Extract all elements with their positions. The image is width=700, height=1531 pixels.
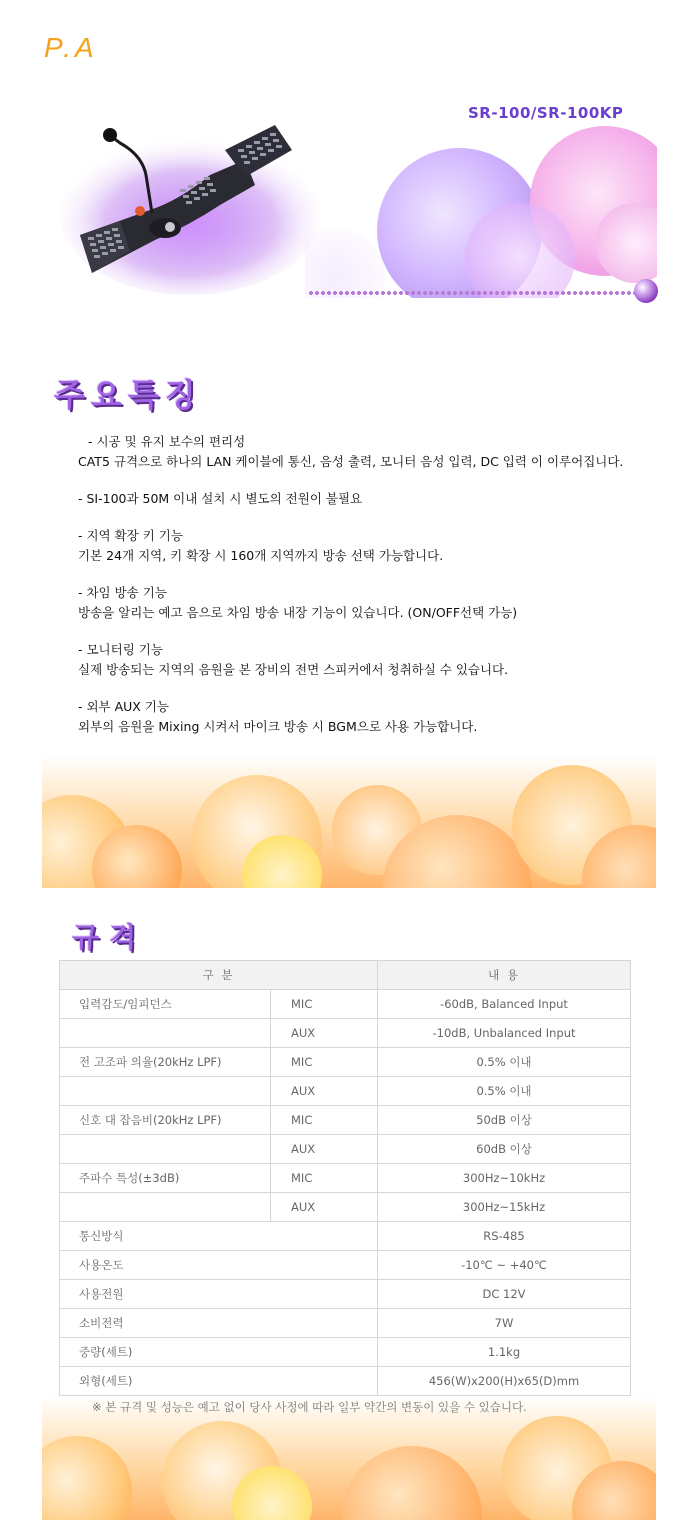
table-row — [60, 1309, 631, 1338]
row-label: 사용전원 — [60, 1280, 378, 1309]
row-sub: AUX — [271, 1019, 378, 1048]
feature-desc: CAT5 규격으로 하나의 LAN 케이블에 통신, 음성 출력, 모니터 음성 입력, DC 입력 이 이루어집니다. — [78, 454, 624, 469]
feature-title: - 모니터링 기능 — [78, 642, 163, 657]
row-value: 50dB 이상 — [378, 1106, 631, 1135]
row-label — [60, 1077, 271, 1106]
feature-desc: 외부의 음원을 Mixing 시켜서 마이크 방송 시 BGM으로 사용 가능합니다. — [78, 719, 478, 734]
row-label: 신호 대 잡음비(20kHz LPF) — [60, 1106, 271, 1135]
row-sub: MIC — [271, 1106, 378, 1135]
table-row — [60, 1367, 631, 1396]
row-value: 0.5% 이내 — [378, 1048, 631, 1077]
feature-item — [78, 489, 678, 509]
features-heading: 주요특징 — [54, 376, 202, 414]
table-row — [60, 1019, 631, 1048]
row-value: 1.1kg — [378, 1338, 631, 1367]
table-row — [60, 1077, 631, 1106]
header-content: 내 용 — [378, 961, 631, 990]
feature-desc: 방송을 알리는 예고 음으로 차임 방송 내장 기능이 있습니다. (ON/OFF선택 가능) — [78, 605, 518, 620]
spec-table — [59, 960, 631, 1396]
table-row — [60, 1280, 631, 1309]
row-sub: AUX — [271, 1135, 378, 1164]
table-row — [60, 1164, 631, 1193]
feature-title: - 차임 방송 기능 — [78, 585, 167, 600]
row-label: 전 고조파 의율(20kHz LPF) — [60, 1048, 271, 1077]
feature-title: - 지역 확장 키 기능 — [78, 528, 183, 543]
model-name: SR-100/SR-100KP — [468, 104, 624, 122]
row-value: -10dB, Unbalanced Input — [378, 1019, 631, 1048]
row-sub: MIC — [271, 1164, 378, 1193]
row-value: -10℃ ~ +40℃ — [378, 1251, 631, 1280]
row-label: 통신방식 — [60, 1222, 378, 1251]
feature-title: - 외부 AUX 기능 — [78, 699, 169, 714]
row-value: 456(W)x200(H)x65(D)mm — [378, 1367, 631, 1396]
row-label — [60, 1135, 271, 1164]
table-header-row — [60, 961, 631, 990]
row-sub: AUX — [271, 1193, 378, 1222]
table-row — [60, 1251, 631, 1280]
feature-item — [78, 432, 678, 472]
row-label: 사용온도 — [60, 1251, 378, 1280]
feature-item — [78, 526, 678, 566]
header-category: 구 분 — [60, 961, 378, 990]
row-label: 입력감도/임피던스 — [60, 990, 271, 1019]
feature-title: - SI-100과 50M 이내 설치 시 별도의 전원이 불필요 — [78, 491, 363, 506]
row-label: 소비전력 — [60, 1309, 378, 1338]
table-row — [60, 1193, 631, 1222]
feature-title: - 시공 및 유지 보수의 편리성 — [88, 434, 246, 449]
feature-item — [78, 640, 678, 680]
table-row — [60, 1338, 631, 1367]
feature-desc: 기본 24개 지역, 키 확장 시 160개 지역까지 방송 선택 가능합니다. — [78, 548, 444, 563]
row-label — [60, 1193, 271, 1222]
table-row — [60, 1222, 631, 1251]
row-value: 0.5% 이내 — [378, 1077, 631, 1106]
page-title: P.A — [44, 32, 98, 63]
row-value: -60dB, Balanced Input — [378, 990, 631, 1019]
table-row — [60, 1048, 631, 1077]
row-value: 300Hz~10kHz — [378, 1164, 631, 1193]
table-row — [60, 1106, 631, 1135]
table-row — [60, 990, 631, 1019]
table-row — [60, 1135, 631, 1164]
row-value: 7W — [378, 1309, 631, 1338]
feature-desc: 실제 방송되는 지역의 음원을 본 장비의 전면 스피커에서 청취하실 수 있습니다. — [78, 662, 509, 677]
row-label: 중량(세트) — [60, 1338, 378, 1367]
row-label: 주파수 특성(±3dB) — [60, 1164, 271, 1193]
pearl-icon — [634, 279, 658, 303]
product-image — [60, 115, 320, 295]
row-label: 외형(세트) — [60, 1367, 378, 1396]
spec-heading: 규격 — [72, 921, 147, 954]
row-value: DC 12V — [378, 1280, 631, 1309]
dotted-divider — [308, 290, 638, 296]
row-sub: AUX — [271, 1077, 378, 1106]
row-sub: MIC — [271, 990, 378, 1019]
purple-bubbles-decoration — [305, 108, 657, 298]
features-list — [78, 432, 678, 754]
row-label — [60, 1019, 271, 1048]
orange-bubble-banner — [42, 755, 656, 888]
row-value: 300Hz~15kHz — [378, 1193, 631, 1222]
feature-item — [78, 583, 678, 623]
row-value: 60dB 이상 — [378, 1135, 631, 1164]
spec-note: ※ 본 규격 및 성능은 예고 없이 당사 사정에 따라 일부 약간의 변동이 있을 수 있습니다. — [92, 1400, 527, 1414]
row-value: RS-485 — [378, 1222, 631, 1251]
row-sub: MIC — [271, 1048, 378, 1077]
feature-item — [78, 697, 678, 737]
